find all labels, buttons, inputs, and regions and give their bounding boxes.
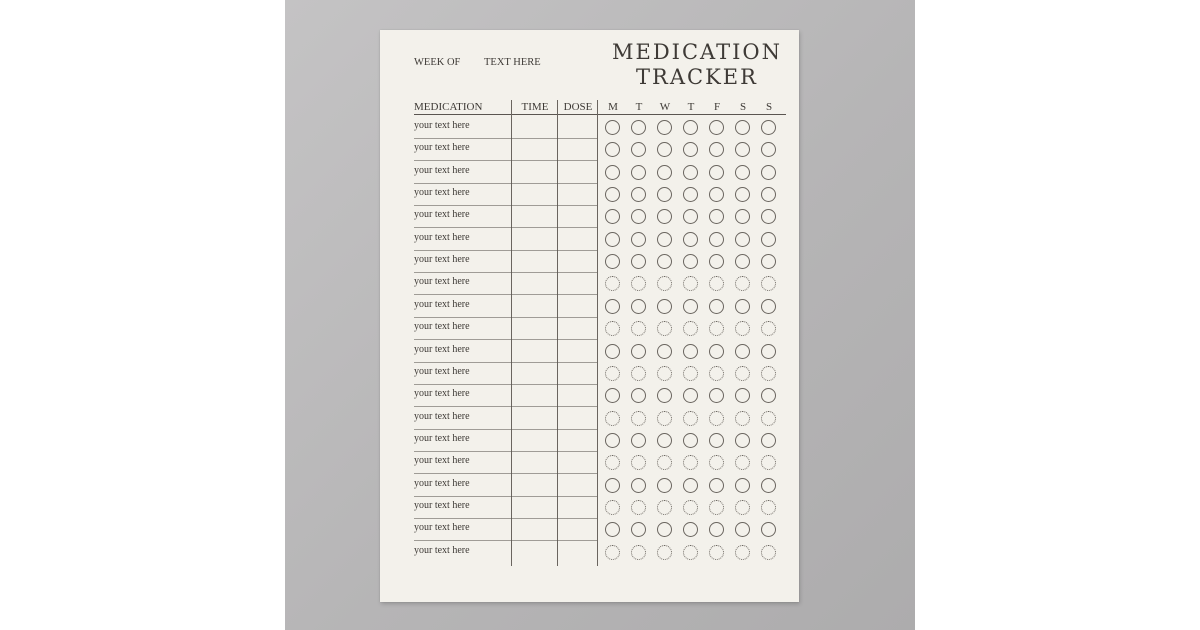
day-checkbox-circle bbox=[709, 455, 724, 470]
day-checkbox-circle bbox=[605, 120, 620, 135]
day-checkbox-circle bbox=[683, 344, 698, 359]
header-day-5: S bbox=[739, 101, 747, 113]
header-day-4: F bbox=[713, 101, 721, 113]
day-checkbox-circle bbox=[657, 187, 672, 202]
day-checkbox-circle bbox=[709, 500, 724, 515]
day-checkbox-circle bbox=[761, 299, 776, 314]
day-checkbox-circle bbox=[605, 388, 620, 403]
medication-name-cell: your text here bbox=[414, 120, 470, 131]
day-checkbox-circle bbox=[657, 388, 672, 403]
day-checkbox-circle bbox=[657, 500, 672, 515]
day-checkbox-circle bbox=[761, 142, 776, 157]
day-checkbox-circle bbox=[631, 500, 646, 515]
day-checkbox-circle bbox=[657, 254, 672, 269]
day-checkbox-circle bbox=[657, 522, 672, 537]
medication-name-cell: your text here bbox=[414, 522, 470, 534]
day-checkbox-circle bbox=[709, 522, 724, 537]
row-divider bbox=[414, 540, 597, 541]
medication-name-cell: your text here bbox=[414, 231, 470, 243]
day-checkbox-circle bbox=[709, 321, 724, 336]
day-checkbox-circle bbox=[709, 187, 724, 202]
day-checkbox-circle bbox=[657, 209, 672, 224]
medication-name-cell: your text here bbox=[414, 209, 470, 221]
row-divider bbox=[414, 250, 597, 251]
row-divider bbox=[414, 451, 597, 452]
day-checkbox-circle bbox=[709, 411, 724, 426]
row-divider bbox=[414, 160, 597, 161]
day-checkbox-circle bbox=[735, 165, 750, 180]
day-checkbox-circle bbox=[761, 254, 776, 269]
day-checkbox-circle bbox=[605, 321, 620, 336]
day-checkbox-circle bbox=[657, 276, 672, 291]
day-checkbox-circle bbox=[683, 366, 698, 381]
day-checkbox-circle bbox=[735, 209, 750, 224]
day-checkbox-circle bbox=[709, 120, 724, 135]
day-checkbox-circle bbox=[683, 299, 698, 314]
day-checkbox-circle bbox=[709, 433, 724, 448]
day-checkbox-circle bbox=[605, 478, 620, 493]
day-checkbox-circle bbox=[761, 209, 776, 224]
day-checkbox-circle bbox=[631, 120, 646, 135]
day-checkbox-circle bbox=[605, 366, 620, 381]
day-checkbox-circle bbox=[631, 276, 646, 291]
day-checkbox-circle bbox=[631, 366, 646, 381]
title-line-2: TRACKER bbox=[636, 65, 758, 89]
day-checkbox-circle bbox=[631, 545, 646, 560]
medication-name-cell: your text here bbox=[414, 477, 470, 489]
day-checkbox-circle bbox=[735, 344, 750, 359]
day-checkbox-circle bbox=[761, 366, 776, 381]
row-divider bbox=[414, 183, 597, 184]
row-divider bbox=[414, 317, 597, 318]
day-checkbox-circle bbox=[605, 455, 620, 470]
header-day-1: T bbox=[635, 101, 643, 113]
column-divider-days bbox=[597, 100, 598, 566]
row-divider bbox=[414, 406, 597, 407]
row-divider bbox=[414, 496, 597, 497]
day-checkbox-circle bbox=[605, 187, 620, 202]
day-checkbox-circle bbox=[657, 366, 672, 381]
day-checkbox-circle bbox=[735, 522, 750, 537]
day-checkbox-circle bbox=[605, 232, 620, 247]
medication-name-cell: your text here bbox=[414, 276, 470, 288]
day-checkbox-circle bbox=[735, 321, 750, 336]
day-checkbox-circle bbox=[761, 232, 776, 247]
day-checkbox-circle bbox=[761, 500, 776, 515]
day-checkbox-circle bbox=[605, 545, 620, 560]
day-checkbox-circle bbox=[631, 142, 646, 157]
row-divider bbox=[414, 294, 597, 295]
day-checkbox-circle bbox=[735, 299, 750, 314]
day-checkbox-circle bbox=[657, 433, 672, 448]
row-divider bbox=[414, 473, 597, 474]
header-time: TIME bbox=[521, 101, 549, 113]
day-checkbox-circle bbox=[761, 120, 776, 135]
header-day-0: M bbox=[608, 101, 618, 113]
day-checkbox-circle bbox=[709, 388, 724, 403]
day-checkbox-circle bbox=[605, 276, 620, 291]
medication-name-cell: your text here bbox=[414, 298, 470, 310]
day-checkbox-circle bbox=[761, 344, 776, 359]
day-checkbox-circle bbox=[709, 209, 724, 224]
day-checkbox-circle bbox=[631, 209, 646, 224]
day-checkbox-circle bbox=[683, 209, 698, 224]
day-checkbox-circle bbox=[709, 232, 724, 247]
header-divider bbox=[414, 114, 786, 115]
row-divider bbox=[414, 272, 597, 273]
day-checkbox-circle bbox=[735, 455, 750, 470]
week-of-value: TEXT HERE bbox=[484, 57, 541, 68]
day-checkbox-circle bbox=[657, 455, 672, 470]
day-checkbox-circle bbox=[683, 478, 698, 493]
day-checkbox-circle bbox=[657, 478, 672, 493]
medication-name-cell: your text here bbox=[414, 164, 470, 176]
day-checkbox-circle bbox=[709, 142, 724, 157]
day-checkbox-circle bbox=[761, 455, 776, 470]
day-checkbox-circle bbox=[761, 388, 776, 403]
day-checkbox-circle bbox=[761, 165, 776, 180]
header-dose: DOSE bbox=[563, 101, 593, 113]
day-checkbox-circle bbox=[735, 142, 750, 157]
day-checkbox-circle bbox=[735, 500, 750, 515]
row-divider bbox=[414, 362, 597, 363]
medication-name-cell: your text here bbox=[414, 544, 470, 556]
day-checkbox-circle bbox=[735, 254, 750, 269]
day-checkbox-circle bbox=[761, 478, 776, 493]
day-checkbox-circle bbox=[683, 276, 698, 291]
day-checkbox-circle bbox=[709, 344, 724, 359]
day-checkbox-circle bbox=[631, 455, 646, 470]
day-checkbox-circle bbox=[657, 321, 672, 336]
day-checkbox-circle bbox=[605, 165, 620, 180]
day-checkbox-circle bbox=[657, 232, 672, 247]
day-checkbox-circle bbox=[709, 165, 724, 180]
day-checkbox-circle bbox=[709, 545, 724, 560]
medication-name-cell: your text here bbox=[414, 343, 470, 355]
day-checkbox-circle bbox=[683, 545, 698, 560]
day-checkbox-circle bbox=[735, 366, 750, 381]
row-divider bbox=[414, 429, 597, 430]
day-checkbox-circle bbox=[683, 165, 698, 180]
day-checkbox-circle bbox=[761, 187, 776, 202]
day-checkbox-circle bbox=[761, 321, 776, 336]
day-checkbox-circle bbox=[709, 299, 724, 314]
day-checkbox-circle bbox=[709, 478, 724, 493]
day-checkbox-circle bbox=[735, 187, 750, 202]
header-day-6: S bbox=[765, 101, 773, 113]
day-checkbox-circle bbox=[657, 142, 672, 157]
day-checkbox-circle bbox=[605, 209, 620, 224]
day-checkbox-circle bbox=[631, 522, 646, 537]
medication-name-cell: your text here bbox=[414, 388, 470, 400]
medication-name-cell: your text here bbox=[414, 499, 470, 511]
day-checkbox-circle bbox=[631, 344, 646, 359]
day-checkbox-circle bbox=[631, 187, 646, 202]
medication-name-cell: your text here bbox=[414, 254, 470, 266]
day-checkbox-circle bbox=[683, 522, 698, 537]
row-divider bbox=[414, 384, 597, 385]
day-checkbox-circle bbox=[683, 321, 698, 336]
day-checkbox-circle bbox=[761, 411, 776, 426]
day-checkbox-circle bbox=[657, 344, 672, 359]
medication-name-cell: your text here bbox=[414, 410, 470, 422]
day-checkbox-circle bbox=[605, 500, 620, 515]
day-checkbox-circle bbox=[657, 120, 672, 135]
day-checkbox-circle bbox=[631, 165, 646, 180]
day-checkbox-circle bbox=[735, 120, 750, 135]
day-checkbox-circle bbox=[735, 545, 750, 560]
day-checkbox-circle bbox=[683, 187, 698, 202]
week-of-label: WEEK OF bbox=[414, 57, 461, 68]
day-checkbox-circle bbox=[683, 142, 698, 157]
day-checkbox-circle bbox=[657, 411, 672, 426]
row-divider bbox=[414, 339, 597, 340]
day-checkbox-circle bbox=[761, 276, 776, 291]
day-checkbox-circle bbox=[761, 522, 776, 537]
day-checkbox-circle bbox=[683, 120, 698, 135]
day-checkbox-circle bbox=[735, 478, 750, 493]
day-checkbox-circle bbox=[683, 500, 698, 515]
day-checkbox-circle bbox=[735, 276, 750, 291]
day-checkbox-circle bbox=[657, 545, 672, 560]
medication-name-cell: your text here bbox=[414, 187, 470, 199]
title-line-1: MEDICATION bbox=[612, 40, 782, 64]
day-checkbox-circle bbox=[735, 433, 750, 448]
row-divider bbox=[414, 138, 597, 139]
row-divider bbox=[414, 205, 597, 206]
medication-name-cell: your text here bbox=[414, 455, 470, 467]
medication-name-cell: your text here bbox=[414, 142, 470, 154]
day-checkbox-circle bbox=[631, 232, 646, 247]
day-checkbox-circle bbox=[761, 433, 776, 448]
day-checkbox-circle bbox=[605, 433, 620, 448]
day-checkbox-circle bbox=[709, 366, 724, 381]
day-checkbox-circle bbox=[657, 299, 672, 314]
day-checkbox-circle bbox=[683, 254, 698, 269]
day-checkbox-circle bbox=[735, 232, 750, 247]
header-day-2: W bbox=[659, 101, 671, 113]
day-checkbox-circle bbox=[631, 433, 646, 448]
day-checkbox-circle bbox=[631, 321, 646, 336]
day-checkbox-circle bbox=[631, 478, 646, 493]
day-checkbox-circle bbox=[631, 388, 646, 403]
row-divider bbox=[414, 518, 597, 519]
day-checkbox-circle bbox=[709, 276, 724, 291]
day-checkbox-circle bbox=[735, 411, 750, 426]
day-checkbox-circle bbox=[683, 232, 698, 247]
day-checkbox-circle bbox=[735, 388, 750, 403]
day-checkbox-circle bbox=[605, 411, 620, 426]
day-checkbox-circle bbox=[683, 411, 698, 426]
day-checkbox-circle bbox=[631, 411, 646, 426]
medication-name-cell: your text here bbox=[414, 365, 470, 377]
header-medication: MEDICATION bbox=[414, 101, 483, 113]
day-checkbox-circle bbox=[605, 299, 620, 314]
day-checkbox-circle bbox=[683, 433, 698, 448]
day-checkbox-circle bbox=[709, 254, 724, 269]
day-checkbox-circle bbox=[605, 254, 620, 269]
day-checkbox-circle bbox=[761, 545, 776, 560]
day-checkbox-circle bbox=[605, 522, 620, 537]
day-checkbox-circle bbox=[631, 299, 646, 314]
header-day-3: T bbox=[687, 101, 695, 113]
medication-name-cell: your text here bbox=[414, 432, 470, 444]
day-checkbox-circle bbox=[605, 344, 620, 359]
day-checkbox-circle bbox=[683, 388, 698, 403]
day-checkbox-circle bbox=[657, 165, 672, 180]
day-checkbox-circle bbox=[631, 254, 646, 269]
day-checkbox-circle bbox=[683, 455, 698, 470]
poster bbox=[380, 30, 799, 602]
day-checkbox-circle bbox=[605, 142, 620, 157]
medication-name-cell: your text here bbox=[414, 321, 470, 333]
row-divider bbox=[414, 227, 597, 228]
